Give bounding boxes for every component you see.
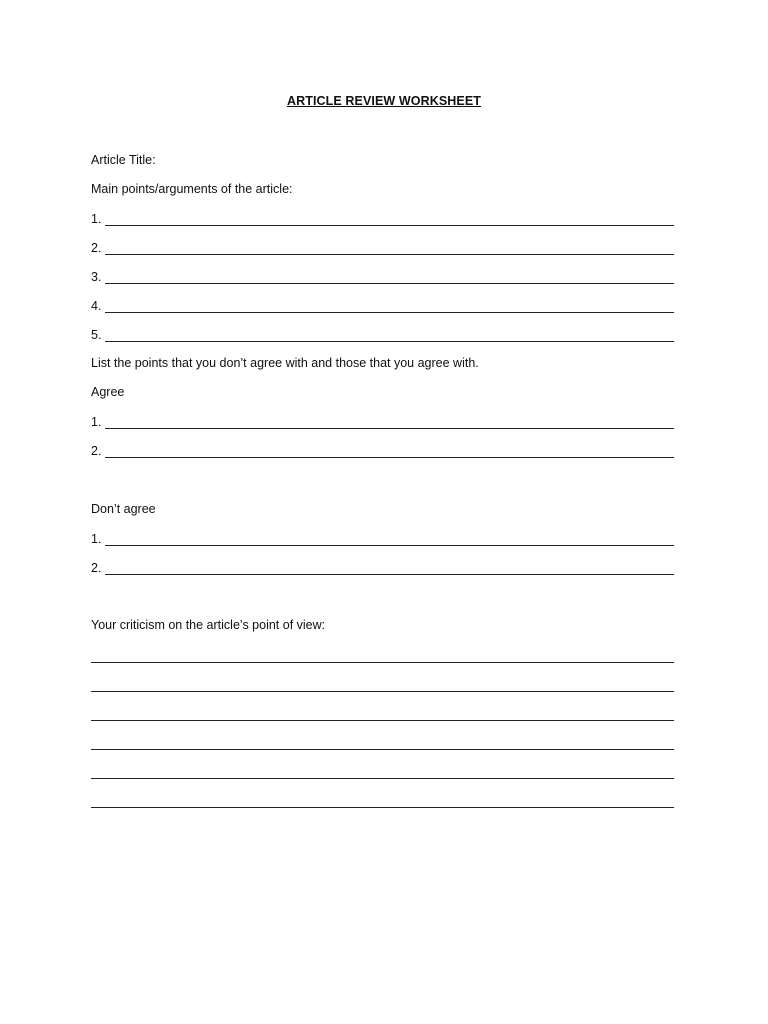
dont-agree-number: 1. xyxy=(91,532,102,546)
dont-agree-line-2[interactable] xyxy=(91,559,674,575)
blank-line xyxy=(91,650,674,663)
blank-line xyxy=(105,416,674,429)
blank-line xyxy=(91,766,674,779)
agree-line-1[interactable] xyxy=(91,413,674,429)
criticism-line-2[interactable] xyxy=(91,676,674,692)
agree-number: 1. xyxy=(91,415,102,429)
blank-line xyxy=(105,213,674,226)
article-title-label: Article Title: xyxy=(91,153,156,167)
main-point-number: 3. xyxy=(91,270,102,284)
dont-agree-number: 2. xyxy=(91,561,102,575)
dont-agree-label: Don’t agree xyxy=(91,502,156,516)
main-point-number: 1. xyxy=(91,212,102,226)
main-point-line-2[interactable] xyxy=(91,239,674,255)
worksheet-title: ARTICLE REVIEW WORKSHEET xyxy=(286,94,482,108)
list-points-instruction: List the points that you don’t agree with and those that you agree with. xyxy=(91,356,479,370)
blank-line xyxy=(105,329,674,342)
criticism-line-5[interactable] xyxy=(91,763,674,779)
blank-line xyxy=(91,679,674,692)
main-point-number: 4. xyxy=(91,299,102,313)
blank-line xyxy=(105,445,674,458)
agree-label: Agree xyxy=(91,385,125,399)
blank-line xyxy=(105,533,674,546)
blank-line xyxy=(105,562,674,575)
blank-line xyxy=(91,708,674,721)
dont-agree-line-1[interactable] xyxy=(91,530,674,546)
main-point-line-5[interactable] xyxy=(91,326,674,342)
agree-line-2[interactable] xyxy=(91,442,674,458)
blank-line xyxy=(105,300,674,313)
blank-line xyxy=(91,795,674,808)
criticism-line-4[interactable] xyxy=(91,734,674,750)
main-point-line-3[interactable] xyxy=(91,268,674,284)
blank-line xyxy=(105,271,674,284)
main-point-line-4[interactable] xyxy=(91,297,674,313)
main-point-line-1[interactable] xyxy=(91,210,674,226)
criticism-label: Your criticism on the article’s point of view: xyxy=(91,618,326,632)
criticism-line-6[interactable] xyxy=(91,792,674,808)
main-point-number: 2. xyxy=(91,241,102,255)
criticism-line-3[interactable] xyxy=(91,705,674,721)
blank-line xyxy=(105,242,674,255)
main-point-number: 5. xyxy=(91,328,102,342)
blank-line xyxy=(91,737,674,750)
agree-number: 2. xyxy=(91,444,102,458)
criticism-line-1[interactable] xyxy=(91,647,674,663)
main-points-label: Main points/arguments of the article: xyxy=(91,182,293,196)
